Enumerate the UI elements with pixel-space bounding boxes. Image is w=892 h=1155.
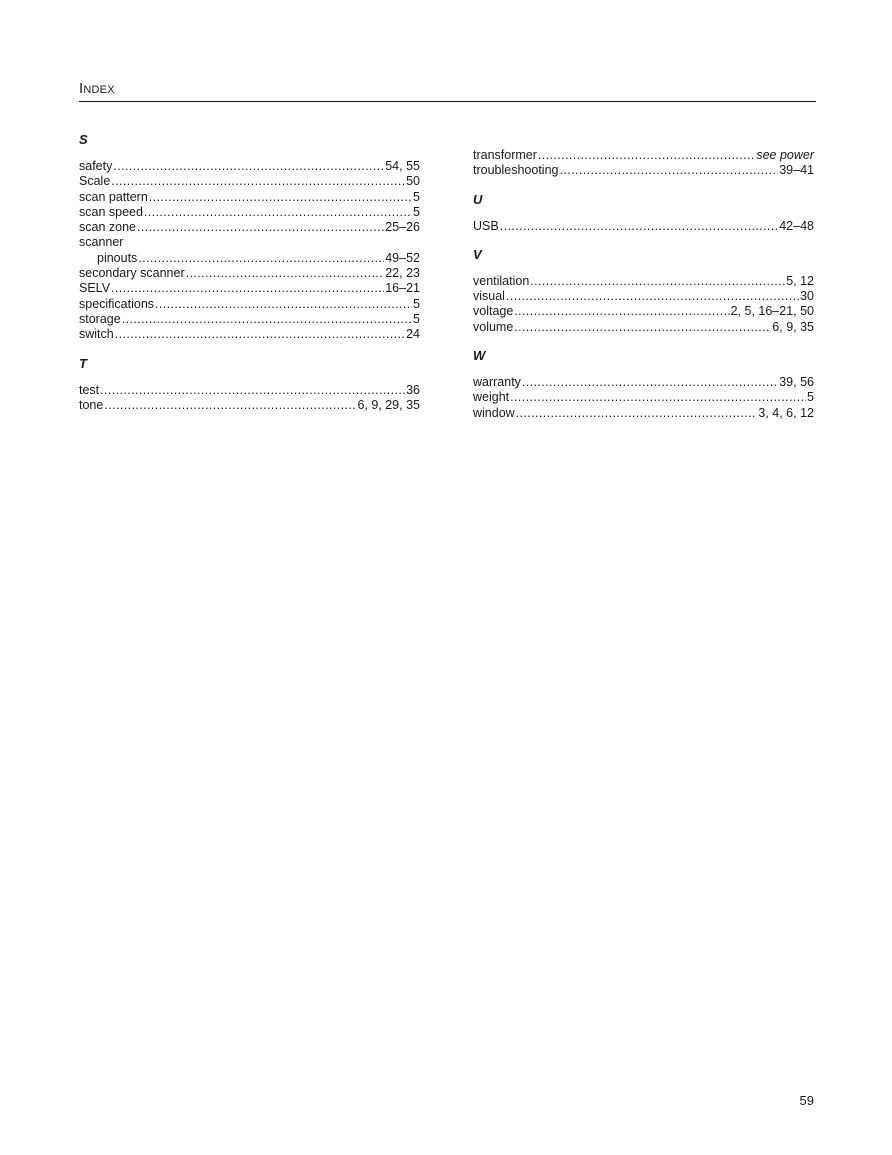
index-entry-test: [79, 383, 420, 398]
dot-leader: [137, 220, 384, 235]
entry-pages: 25–26: [385, 220, 420, 235]
index-subentry-pinouts: [79, 251, 420, 266]
entry-term: window: [473, 405, 515, 420]
section-letter-s: S: [79, 132, 88, 147]
dot-leader: [115, 327, 405, 342]
dot-leader: [510, 390, 806, 405]
entry-pages: 5: [413, 189, 420, 204]
dot-leader: [514, 320, 771, 335]
entry-term: transformer: [473, 148, 537, 162]
entry-pages: 50: [406, 174, 420, 189]
index-column-left: [79, 132, 420, 413]
dot-leader: [111, 174, 405, 189]
entry-pages: 49–52: [385, 250, 420, 265]
entry-term: SELV: [79, 281, 111, 296]
section-letter-v: V: [473, 246, 482, 262]
dot-leader: [155, 297, 412, 312]
index-entry-window: [473, 406, 814, 421]
entry-term: ventilation: [473, 273, 530, 288]
entry-pages: 42–48: [779, 218, 814, 233]
running-header: [79, 80, 816, 102]
dot-leader: [138, 251, 384, 266]
entry-term: specifications: [79, 296, 155, 311]
entry-term: Scale: [79, 174, 111, 189]
dot-leader: [522, 375, 778, 390]
index-entry-transformer: [473, 148, 814, 163]
index-entry-voltage: [473, 304, 814, 319]
section-letter-t: T: [79, 355, 87, 371]
entry-term: warranty: [473, 375, 521, 390]
dot-leader: [500, 219, 779, 234]
dot-leader: [149, 190, 412, 205]
entry-pages: 5, 12: [786, 273, 814, 288]
header-title: Index: [79, 80, 115, 97]
entry-term: scan zone: [79, 220, 136, 235]
entry-pages: 3, 4, 6, 12: [758, 405, 814, 420]
index-entry-warranty: [473, 375, 814, 390]
entry-pages: 22, 23: [385, 266, 420, 281]
index-entry-scan-speed: [79, 205, 420, 220]
dot-leader: [113, 159, 384, 174]
entry-pages: 2, 5, 16–21, 50: [730, 304, 814, 319]
dot-leader: [559, 163, 778, 178]
entry-pages: 5: [413, 204, 420, 219]
index-entry-tone: [79, 398, 420, 413]
entry-pages: 39, 56: [779, 375, 814, 390]
index-entry-usb: [473, 219, 814, 234]
entry-term: troubleshooting: [473, 163, 559, 178]
index-entry-switch: [79, 327, 420, 342]
index-entry-specifications: [79, 297, 420, 312]
dot-leader: [111, 281, 384, 296]
entry-term: pinouts: [97, 250, 138, 265]
dot-leader: [144, 205, 412, 220]
index-entry-scan-pattern: [79, 190, 420, 205]
entry-pages: 24: [406, 327, 420, 342]
entry-pages: 16–21: [385, 281, 420, 296]
index-entry-scan-zone: [79, 220, 420, 235]
dot-leader: [122, 312, 412, 327]
entry-term: weight: [473, 390, 510, 405]
index-entry-safety: [79, 159, 420, 174]
index-entry-selv: [79, 281, 420, 296]
index-column-right: [473, 148, 814, 421]
index-entry-scale: [79, 174, 420, 189]
page-number: 59: [799, 1093, 814, 1108]
index-entry-visual: [473, 289, 814, 304]
index-entry-storage: [79, 312, 420, 327]
entry-pages: 5: [413, 311, 420, 326]
section-letter-w: W: [473, 348, 486, 364]
index-entry-troubleshooting: [473, 163, 814, 178]
index-entry-weight: [473, 390, 814, 405]
entry-term: secondary scanner: [79, 266, 185, 281]
dot-leader: [514, 304, 729, 319]
dot-leader: [530, 274, 785, 289]
entry-term: USB: [473, 218, 499, 233]
dot-leader: [516, 406, 758, 421]
entry-term: voltage: [473, 304, 514, 319]
dot-leader: [100, 383, 405, 398]
entry-term: test: [79, 382, 100, 397]
index-entry-volume: [473, 320, 814, 335]
entry-pages: 5: [807, 390, 814, 405]
entry-term: safety: [79, 159, 113, 173]
entry-term: volume: [473, 319, 514, 334]
entry-pages: 39–41: [779, 163, 814, 178]
entry-pages: 30: [800, 289, 814, 304]
entry-pages: 36: [406, 382, 420, 397]
entry-term: scan speed: [79, 204, 143, 219]
dot-leader: [104, 398, 356, 413]
entry-term: storage: [79, 311, 121, 326]
entry-term: scan pattern: [79, 189, 148, 204]
dot-leader: [506, 289, 799, 304]
index-entry-scanner: scanner: [79, 235, 124, 250]
entry-pages: 54, 55: [385, 159, 420, 173]
index-entry-secondary-scanner: [79, 266, 420, 281]
entry-pages: 6, 9, 29, 35: [357, 397, 420, 412]
entry-term: tone: [79, 397, 104, 412]
entry-term: visual: [473, 289, 505, 304]
entry-term: switch: [79, 327, 114, 342]
section-letter-u: U: [473, 191, 483, 207]
dot-leader: [186, 266, 385, 281]
entry-pages: 5: [413, 296, 420, 311]
entry-pages: 6, 9, 35: [772, 319, 814, 334]
dot-leader: [538, 148, 755, 163]
index-entry-ventilation: [473, 274, 814, 289]
entry-cross-reference: see power: [756, 148, 814, 162]
